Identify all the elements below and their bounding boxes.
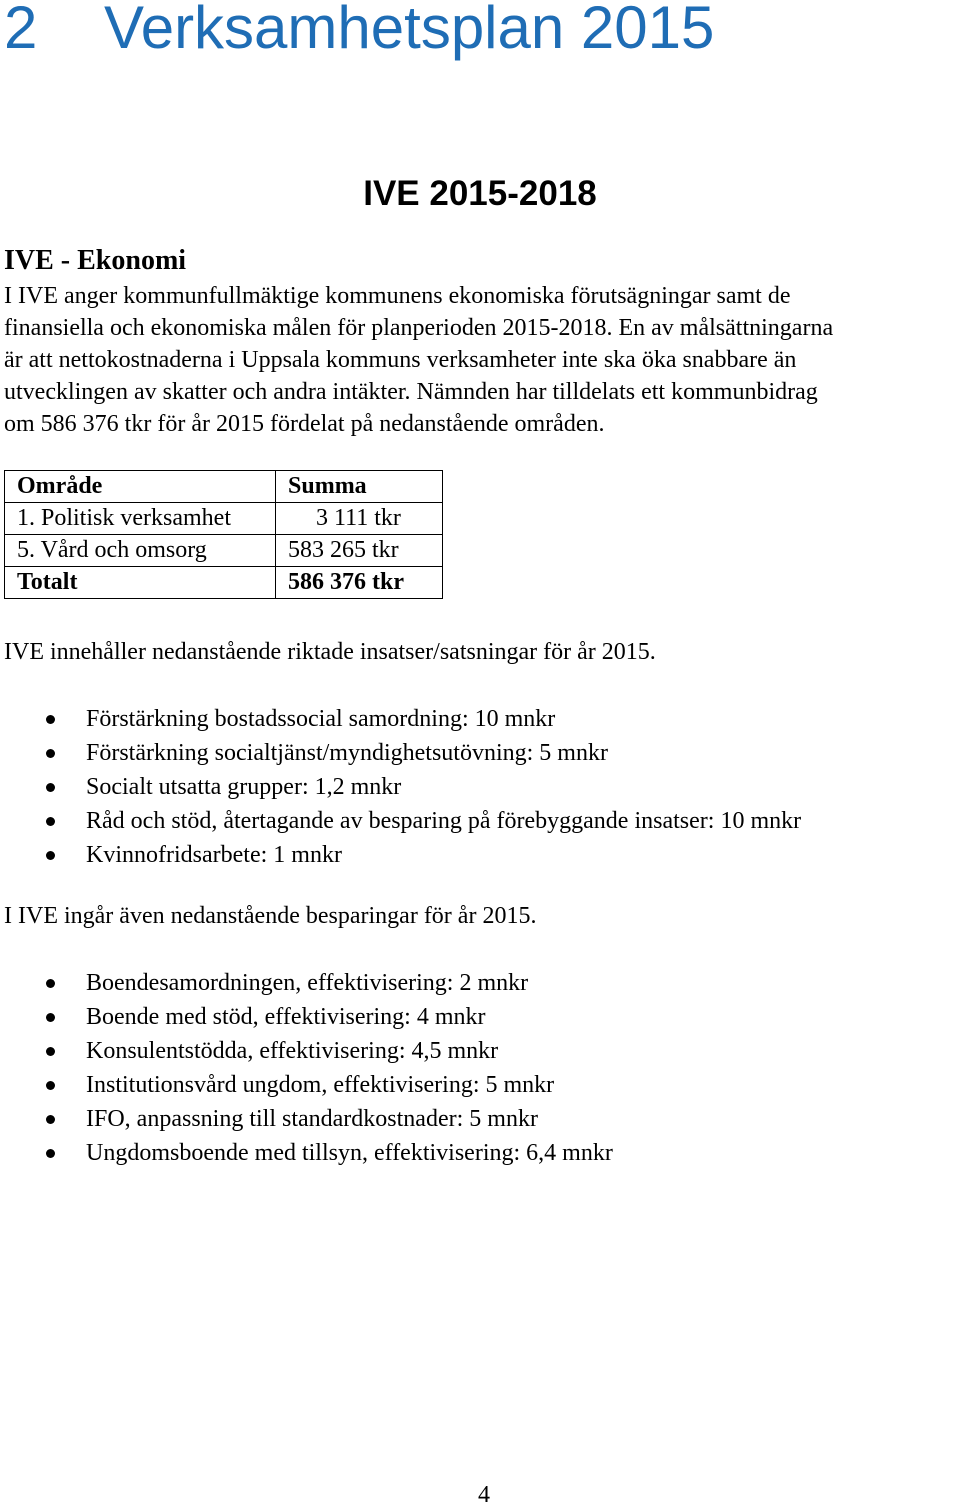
list-item-text: Boendesamordningen, effektivisering: 2 mnkr — [86, 970, 529, 996]
intro-line: om 586 376 tkr för år 2015 fördelat på nedanstående områden. — [4, 411, 605, 437]
list-item-text: Boende med stöd, effektivisering: 4 mnkr — [86, 1004, 486, 1030]
budget-table — [4, 470, 443, 599]
bullet-icon — [46, 715, 55, 724]
chapter-number: 2 — [4, 0, 38, 61]
bullet-icon — [46, 1047, 55, 1056]
table-total-row — [5, 567, 443, 599]
table-row — [5, 503, 443, 535]
page-number: 4 — [478, 1482, 490, 1508]
bullet-icon — [46, 851, 55, 860]
list-item-text: Konsulentstödda, effektivisering: 4,5 mnkr — [86, 1038, 499, 1064]
bullet-icon — [46, 783, 55, 792]
list-item — [0, 736, 801, 770]
list-item — [0, 1000, 613, 1034]
list-item — [0, 1136, 613, 1170]
list-item — [0, 1034, 613, 1068]
chapter-title — [4, 0, 714, 64]
bullet-icon — [46, 1115, 55, 1124]
bullet-icon — [46, 979, 55, 988]
list-item — [0, 1102, 613, 1136]
intro-line: I IVE anger kommunfullmäktige kommunens ekonomiska förutsägningar samt de — [4, 283, 791, 309]
list-item-text: Kvinnofridsarbete: 1 mnkr — [86, 842, 342, 868]
bullet-icon — [46, 749, 55, 758]
chapter-title-text: Verksamhetsplan 2015 — [104, 0, 715, 61]
list-item — [0, 804, 801, 838]
list-item-text: Institutionsvård ungdom, effektivisering: 5 mnkr — [86, 1072, 555, 1098]
total-label: Totalt — [5, 567, 276, 599]
list-item-text: Socialt utsatta grupper: 1,2 mnkr — [86, 774, 402, 800]
bullet-icon — [46, 817, 55, 826]
initiatives-intro: IVE innehåller nedanstående riktade insatser/satsningar för år 2015. — [4, 639, 656, 665]
total-sum: 586 376 tkr — [276, 567, 443, 599]
list-item-text: Förstärkning socialtjänst/myndighetsutövning: 5 mnkr — [86, 740, 608, 766]
intro-line: utvecklingen av skatter och andra intäkter. Nämnden har tilldelats ett kommunbidrag — [4, 379, 818, 405]
bullet-icon — [46, 1149, 55, 1158]
list-item — [0, 770, 801, 804]
list-item-text: Råd och stöd, återtagande av besparing på förebyggande insatser: 10 mnkr — [86, 808, 802, 834]
header-sum: Summa — [276, 471, 443, 503]
cell-sum: 583 265 tkr — [276, 535, 443, 567]
intro-paragraph — [4, 280, 833, 440]
list-item — [0, 1068, 613, 1102]
list-item-text: Förstärkning bostadssocial samordning: 10 mnkr — [86, 706, 556, 732]
list-item — [0, 838, 801, 872]
cell-sum — [276, 503, 443, 535]
intro-line: är att nettokostnaderna i Uppsala kommuns verksamheter inte ska öka snabbare än — [4, 347, 797, 373]
list-item — [0, 702, 801, 736]
bullet-icon — [46, 1081, 55, 1090]
list-item — [0, 966, 613, 1000]
cell-area: 5. Vård och omsorg — [5, 535, 276, 567]
document-heading: IVE 2015-2018 — [363, 174, 597, 213]
section-heading: IVE - Ekonomi — [4, 245, 187, 276]
intro-line: finansiella och ekonomiska målen för planperioden 2015-2018. En av målsättningarna — [4, 315, 834, 341]
table-header-row — [5, 471, 443, 503]
list-item-text: Ungdomsboende med tillsyn, effektivisering: 6,4 mnkr — [86, 1140, 613, 1166]
savings-list — [0, 966, 613, 1170]
list-item-text: IFO, anpassning till standardkostnader: 5 mnkr — [86, 1106, 538, 1132]
table-row — [5, 535, 443, 567]
cell-area: 1. Politisk verksamhet — [5, 503, 276, 535]
savings-intro: I IVE ingår även nedanstående besparingar för år 2015. — [4, 903, 537, 929]
bullet-icon — [46, 1013, 55, 1022]
cell-sum-value: 3 111 tkr — [316, 505, 401, 531]
initiatives-list — [0, 702, 801, 872]
header-area: Område — [5, 471, 276, 503]
